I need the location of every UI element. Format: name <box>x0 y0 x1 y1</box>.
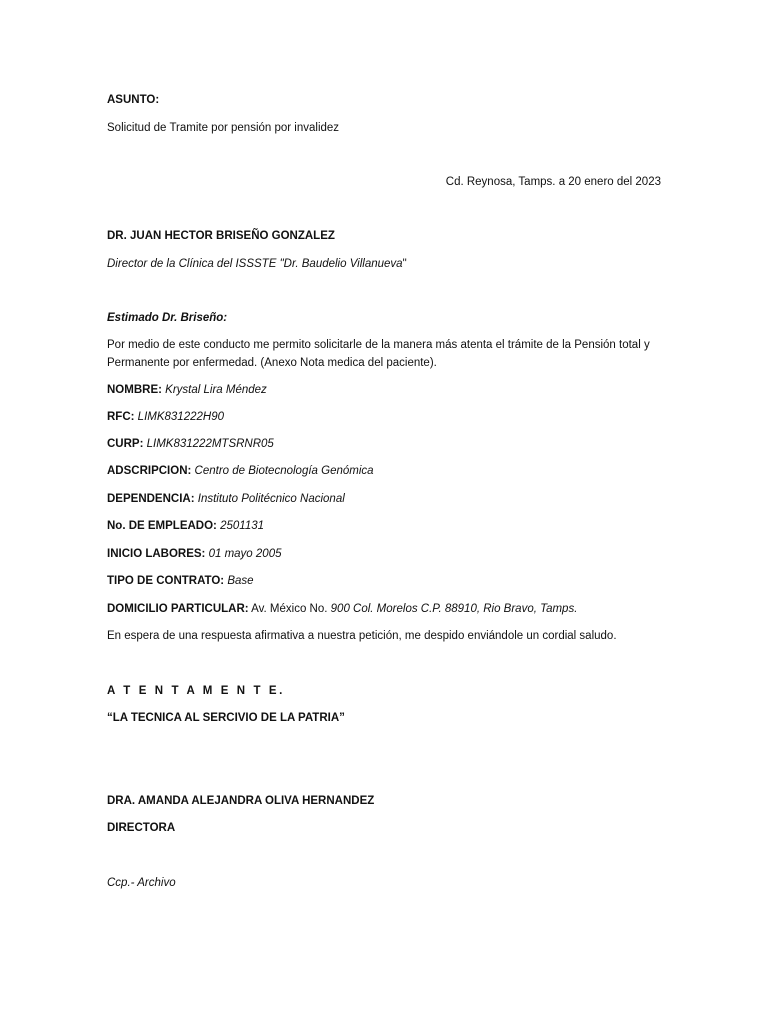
field-label: TIPO DE CONTRATO: <box>107 575 225 587</box>
field-label: CURP: <box>107 438 144 450</box>
field-value: Centro de Biotecnología Genómica <box>194 465 374 477</box>
field-value: Base <box>227 575 254 587</box>
closing-text: En espera de una respuesta afirmativa a nuestra petición, me despido enviándole un cordial saludo. <box>107 630 617 642</box>
field-label: ADSCRIPCION: <box>107 465 192 477</box>
field-value: LIMK831222MTSRNR05 <box>146 438 274 450</box>
field-value: 01 mayo 2005 <box>208 548 282 560</box>
recipient-position <box>107 257 407 271</box>
body-paragraph: Por medio de este conducto me permito solicitarle de la manera más atenta el trámite de la Pensión total y Permanente por enfermedad. (Anexo Nota medica del paciente). <box>107 339 650 369</box>
salutation: Estimado Dr. Briseño: <box>107 312 228 324</box>
recipient-name: DR. JUAN HECTOR BRISEÑO GONZALEZ <box>107 230 335 242</box>
field-label: NOMBRE: <box>107 384 162 396</box>
field-inicio <box>107 547 281 561</box>
field-empleado <box>107 519 264 533</box>
field-contrato <box>107 574 254 588</box>
recipient-position-quote: " <box>402 258 407 270</box>
field-label: DEPENDENCIA: <box>107 493 195 505</box>
field-dependencia <box>107 492 345 506</box>
cc-note: Ccp.- Archivo <box>107 877 176 889</box>
field-value: LIMK831222H90 <box>137 411 224 423</box>
field-value: 900 Col. Morelos C.P. 88910, Rio Bravo, Tamps. <box>330 603 578 615</box>
field-domicilio <box>107 602 577 616</box>
field-label: INICIO LABORES: <box>107 548 206 560</box>
subject-label: ASUNTO: <box>107 94 160 106</box>
field-adscripcion <box>107 464 374 478</box>
field-curp <box>107 437 274 451</box>
recipient-position-text: Director de la Clínica del ISSSTE "Dr. Baudelio Villanueva <box>107 258 403 270</box>
place-date: Cd. Reynosa, Tamps. a 20 enero del 2023 <box>445 176 661 188</box>
field-label: RFC: <box>107 411 135 423</box>
subject-text: Solicitud de Tramite por pensión por invalidez <box>107 122 340 134</box>
field-value-plain: Av. México No. <box>251 603 328 615</box>
field-value: 2501131 <box>220 520 265 532</box>
signer-name: DRA. AMANDA ALEJANDRA OLIVA HERNANDEZ <box>107 795 375 807</box>
signer-title: DIRECTORA <box>107 822 176 834</box>
field-value: Instituto Politécnico Nacional <box>197 493 345 505</box>
field-value: Krystal Lira Méndez <box>165 384 267 396</box>
motto: “LA TECNICA AL SERCIVIO DE LA PATRIA” <box>107 712 345 724</box>
field-label: No. DE EMPLEADO: <box>107 520 217 532</box>
field-label: DOMICILIO PARTICULAR: <box>107 603 249 615</box>
atentamente: A T E N T A M E N T E. <box>107 685 285 697</box>
field-nombre <box>107 383 267 397</box>
field-rfc <box>107 410 224 424</box>
